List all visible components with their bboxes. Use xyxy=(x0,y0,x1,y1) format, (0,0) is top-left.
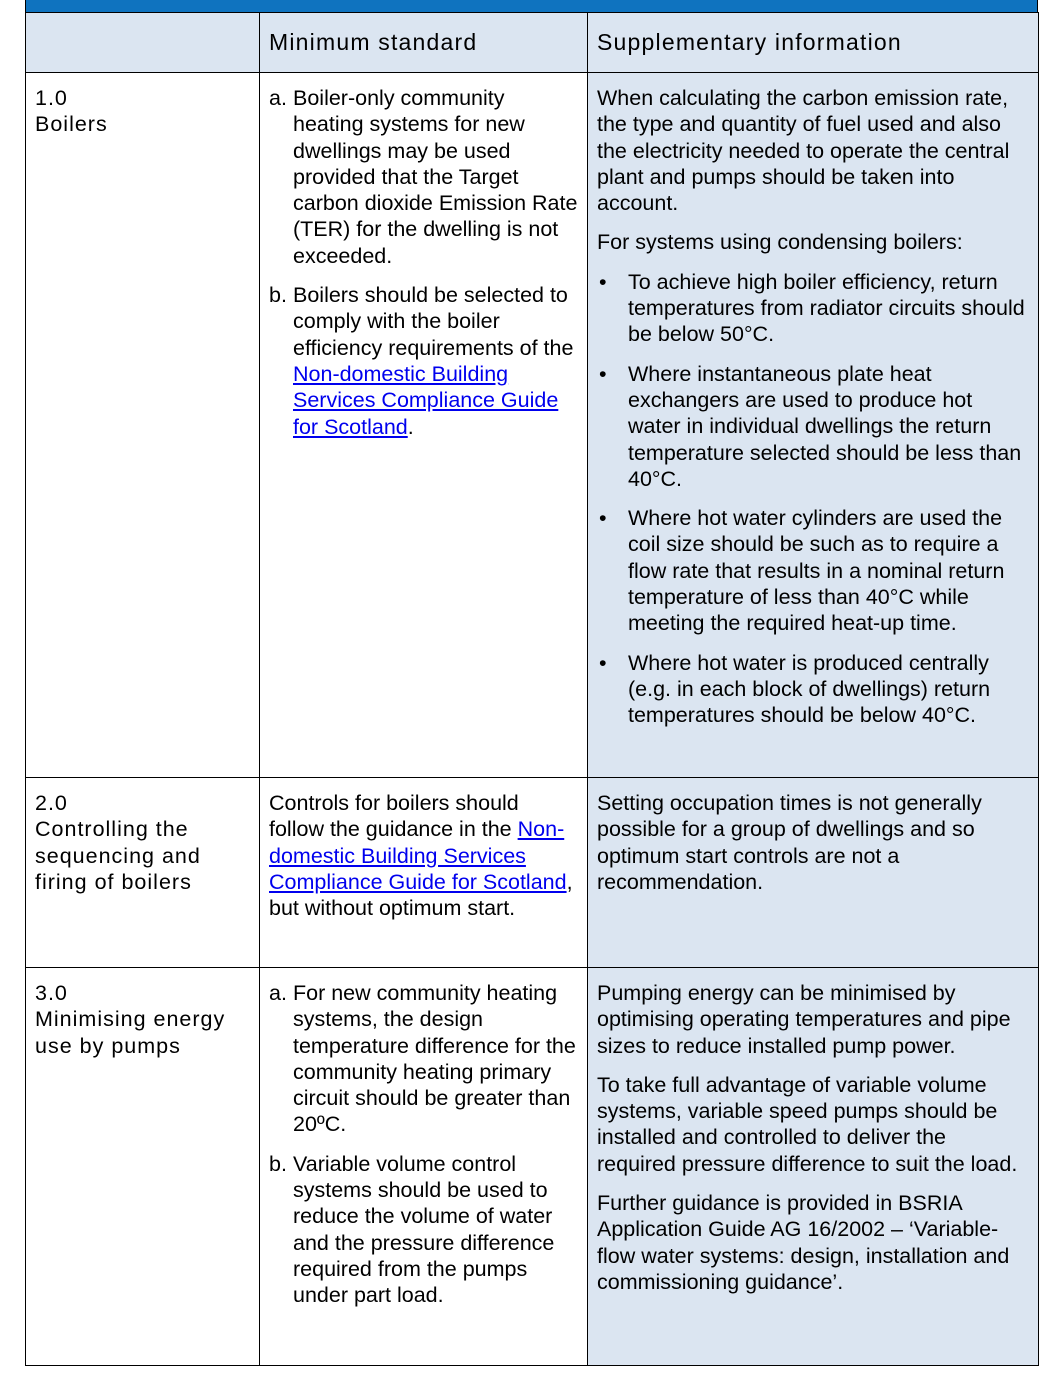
paragraph: To take full advantage of variable volume systems, variable speed pumps should be installed and controlled to deliver the required pressure difference to suit the load. xyxy=(597,1072,1018,1176)
list-item-text: Variable volume control systems should be used to reduce the volume of water and the pressure difference required from the pumps under part load. xyxy=(293,1151,555,1308)
paragraph: When calculating the carbon emission rate, the type and quantity of fuel used and also the electricity needed to operate the central plant and pumps should be taken into account. xyxy=(597,86,1010,216)
list-item-text: Where instantaneous plate heat exchangers are used to produce hot water in individual dwellings the return temperature selected should be less than 40°C. xyxy=(628,361,1022,491)
row-title: Minimising energy use by pumps xyxy=(35,1007,226,1058)
minimum-standard-cell xyxy=(260,73,588,778)
table-row xyxy=(26,73,1039,778)
header-col-label xyxy=(26,13,260,73)
header-supplementary-information: Supplementary information xyxy=(588,13,1039,73)
list-marker: b. xyxy=(269,283,287,308)
minimum-standard-cell xyxy=(260,968,588,1366)
bullet-icon: • xyxy=(599,506,607,531)
list-item xyxy=(597,650,1029,729)
table-header-row xyxy=(26,13,1039,73)
list-item-text: Where hot water is produced centrally (e.g. in each block of dwellings) return temperatures should be below 40°C. xyxy=(628,650,991,728)
list-marker: a. xyxy=(269,981,287,1005)
standards-table xyxy=(25,12,1039,1366)
list-item xyxy=(269,282,578,440)
table-row xyxy=(26,968,1039,1366)
row-number: 2.0 xyxy=(35,791,68,815)
list-item xyxy=(269,85,578,269)
table-top-bar xyxy=(25,0,1038,12)
supplementary-cell xyxy=(588,778,1039,968)
list-item xyxy=(597,269,1029,348)
compliance-guide-link[interactable]: Non-domestic Building Services Compliance Guide for Scotland xyxy=(293,361,559,439)
text-segment: , but without optimum start. xyxy=(269,869,573,921)
supplementary-cell xyxy=(588,968,1039,1366)
minimum-standard-list xyxy=(269,980,578,1309)
list-item-text: Where hot water cylinders are used the coil size should be such as to require a flow rate that results in a nominal return temperature of less than 40°C while meeting the required heat-up time. xyxy=(628,506,1005,636)
bullet-icon: • xyxy=(599,361,607,386)
paragraph: Setting occupation times is not generally possible for a group of dwellings and so optimum start controls are not a recommendation. xyxy=(597,791,982,894)
standards-table-container xyxy=(25,0,1038,1366)
list-item-text: For new community heating systems, the design temperature difference for the community heating primary circuit should be greater than 20ºC. xyxy=(293,981,576,1137)
list-marker: b. xyxy=(269,1151,287,1176)
row-number: 3.0 xyxy=(35,981,68,1005)
row-label-cell xyxy=(26,73,260,778)
row-title: Boilers xyxy=(35,112,108,137)
list-item-text: To achieve high boiler efficiency, return temperatures from radiator circuits should be below 50°C. xyxy=(628,269,1025,347)
text-segment: Boilers should be selected to comply with the boiler efficiency requirements of the xyxy=(293,283,574,360)
paragraph: For systems using condensing boilers: xyxy=(597,230,963,255)
bullet-list xyxy=(597,269,1029,729)
list-item-text: Boiler-only community heating systems for new dwellings may be used provided that the Target carbon dioxide Emission Rate (TER) for the dwelling is not exceeded. xyxy=(293,86,578,268)
list-item xyxy=(269,1151,578,1309)
row-title: Controlling the sequencing and firing of boilers xyxy=(35,817,201,894)
header-minimum-standard: Minimum standard xyxy=(260,13,588,73)
text-segment: . xyxy=(407,414,414,439)
bullet-icon: • xyxy=(599,269,607,294)
bullet-icon: • xyxy=(599,650,607,675)
row-number: 1.0 xyxy=(35,86,68,110)
paragraph: Pumping energy can be minimised by optimising operating temperatures and pipe sizes to reduce installed pump power. xyxy=(597,981,1011,1058)
compliance-guide-link[interactable]: Non-domestic Building Services Compliance Guide for Scotland xyxy=(269,817,567,894)
text-segment: Controls for boilers should follow the guidance in the xyxy=(269,791,519,842)
row-label-cell xyxy=(26,778,260,968)
list-item xyxy=(597,361,1029,492)
minimum-standard-list xyxy=(269,85,578,440)
list-item-text xyxy=(293,282,578,440)
list-item xyxy=(269,980,578,1138)
table-row xyxy=(26,778,1039,968)
minimum-standard-cell xyxy=(260,778,588,968)
row-label-cell xyxy=(26,968,260,1366)
paragraph: Further guidance is provided in BSRIA Application Guide AG 16/2002 – ‘Variable-flow water systems: design, installation and commissioning guidance’. xyxy=(597,1191,1010,1294)
supplementary-cell xyxy=(588,73,1039,778)
list-item xyxy=(597,505,1029,636)
list-marker: a. xyxy=(269,86,287,110)
